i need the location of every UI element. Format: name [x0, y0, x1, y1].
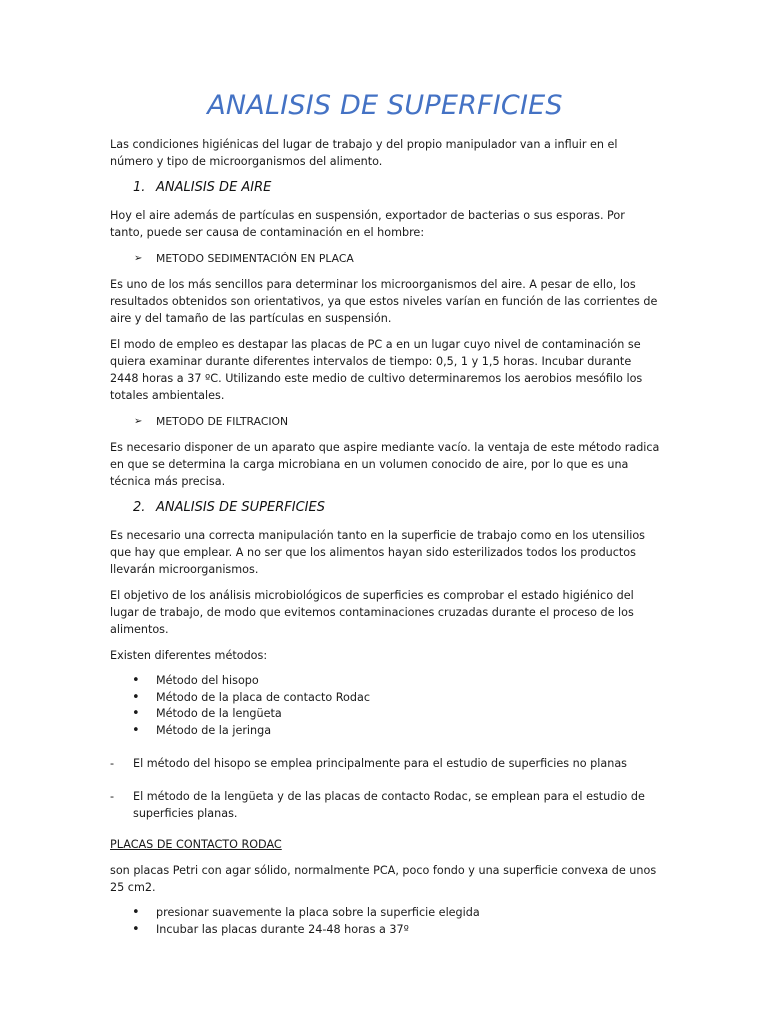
bullet-dot-icon: • — [132, 673, 140, 688]
superficies-paragraph-1: Es necesario una correcta manipulación tanto en la superficie de trabajo como en los utensilios que hay que emplear. A no ser que los alimentos hayan sido esterilizados todos los productos llevarán microorganismos. — [110, 529, 645, 576]
list-item: • Incubar las placas durante 24-48 horas a 37º — [132, 921, 409, 937]
dash-item-lengueta: - El método de la lengüeta y de las placas de contacto Rodac, se emplean para el estudio de superficies planas. — [110, 790, 645, 820]
bullet-dot-icon: • — [132, 706, 140, 721]
filtracion-paragraph: Es necesario disponer de un aparato que aspire mediante vacío. la ventaja de este método radica en que se determina la carga microbiana en un volumen conocido de aire, por lo que es una técnica más precisa. — [110, 441, 660, 488]
list-item: • presionar suavemente la placa sobre la superficie elegida — [132, 905, 480, 920]
superficies-paragraph-3: Existen diferentes métodos: — [110, 649, 268, 662]
methods-list — [110, 673, 660, 739]
arrowhead-bullet-icon: ➢ — [134, 416, 143, 427]
superficies-paragraph-2: El objetivo de los análisis microbiológicos de superficies es comprobar el estado higiénico del lugar de trabajo, de modo que evitemos contaminaciones cruzadas durante el proceso de los alimentos. — [110, 589, 634, 636]
rodac-steps-list — [110, 905, 660, 938]
method-label-filtracion — [110, 413, 660, 430]
section-heading-superficies — [110, 499, 660, 517]
bullet-dot-icon: • — [132, 722, 140, 738]
list-item: • Método de la placa de contacto Rodac — [132, 689, 370, 705]
section-number: 1. — [133, 180, 146, 195]
section-heading-aire — [110, 179, 660, 197]
dash-marker: - — [110, 757, 115, 770]
bullet-dot-icon: • — [132, 689, 140, 705]
list-item: • Método de la lengüeta — [132, 706, 282, 721]
aire-paragraph: Hoy el aire además de partículas en suspensión, exportador de bacterias o sus esporas. Por tanto, puede ser causa de contaminación en el hombre: — [110, 209, 625, 239]
rodac-paragraph: son placas Petri con agar sólido, normalmente PCA, poco fondo y una superficie convexa de unos 25 cm2. — [110, 864, 657, 894]
method-label-sedimentacion — [110, 250, 660, 267]
sedimentacion-paragraph-2: El modo de empleo es destapar las placas de PC a en un lugar cuyo nivel de contaminación se quiera examinar durante diferentes intervalos de tiempo: 0,5, 1 y 1,5 horas. Incubar durante 2448 horas a 37 ºC. Utilizando este medio de cultivo determinaremos los aerobios mesófilo los totales ambientales. — [110, 338, 643, 402]
arrowhead-bullet-icon: ➢ — [134, 253, 143, 264]
document-title: ANALISIS DE SUPERFICIES — [207, 90, 563, 121]
dash-item-hisopo: - El método del hisopo se emplea principalmente para el estudio de superficies no planas — [110, 757, 628, 770]
document-body — [110, 88, 660, 947]
section-title: ANALISIS DE AIRE — [156, 180, 272, 195]
list-item: • Método del hisopo — [132, 673, 259, 688]
sedimentacion-paragraph-1: Es uno de los más sencillos para determinar los microorganismos del aire. A pesar de ello, los resultados obtenidos son orientativos, ya que estos niveles varían en función de las corrientes de aire y del tamaño de las partículas en suspensión. — [110, 278, 658, 325]
section-number: 2. — [133, 500, 146, 515]
section-title: ANALISIS DE SUPERFICIES — [156, 500, 325, 515]
intro-paragraph: Las condiciones higiénicas del lugar de trabajo y del propio manipulador van a influir en el número y tipo de microorganismos del alimento. — [110, 138, 618, 168]
list-item: • Método de la jeringa — [132, 722, 272, 738]
bullet-dot-icon: • — [132, 905, 140, 920]
method-label: METODO SEDIMENTACIÓN EN PLACA — [156, 252, 354, 265]
method-label: METODO DE FILTRACION — [156, 415, 289, 428]
rodac-subheading: PLACAS DE CONTACTO RODAC — [110, 838, 282, 851]
bullet-dot-icon: • — [132, 921, 140, 937]
dash-marker: - — [110, 790, 115, 803]
